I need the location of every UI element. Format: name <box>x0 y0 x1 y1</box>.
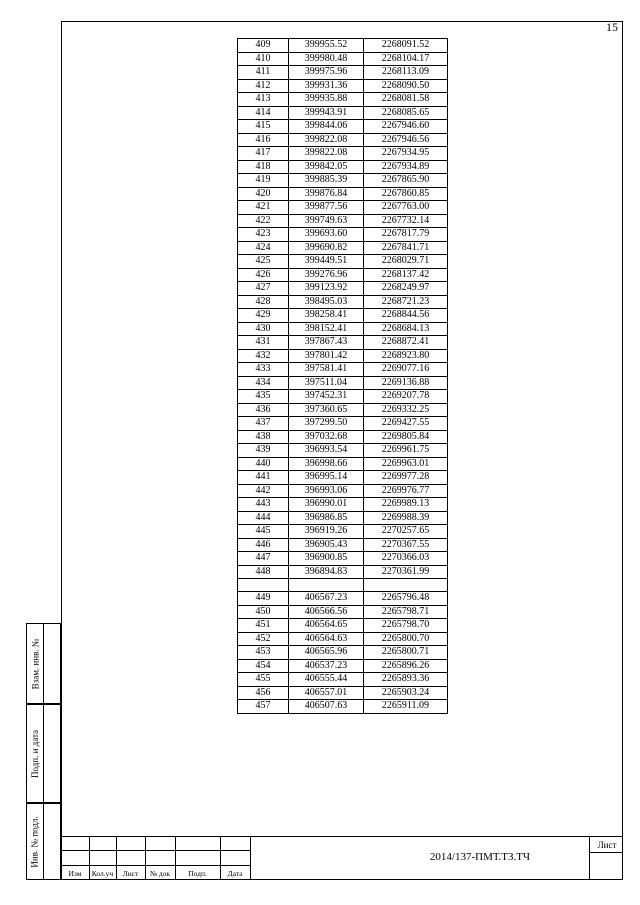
cell-coord-y: 2268844.56 <box>364 309 448 323</box>
table-row <box>238 552 448 566</box>
cell-point-number: 437 <box>238 417 289 431</box>
cell-coord-y: 2265798.70 <box>364 619 448 633</box>
table-row <box>238 241 448 255</box>
cell-coord-y: 2268029.71 <box>364 255 448 269</box>
cell-coord-x: 397299.50 <box>289 417 364 431</box>
table-row <box>238 511 448 525</box>
col-label-no-dok: № док <box>149 869 171 878</box>
cell-point-number: 422 <box>238 214 289 228</box>
side-stamp-podp-data <box>26 704 44 803</box>
cell-point-number: 448 <box>238 565 289 579</box>
cell-point-number: 420 <box>238 187 289 201</box>
cell-point-number: 453 <box>238 646 289 660</box>
cell-coord-x: 396993.06 <box>289 484 364 498</box>
cell-coord-x: 396919.26 <box>289 525 364 539</box>
table-row <box>238 160 448 174</box>
cell-point-number: 452 <box>238 632 289 646</box>
cell-coord-y: 2267865.90 <box>364 174 448 188</box>
cell-coord-x: 399842.05 <box>289 160 364 174</box>
side-stamp-vzam <box>26 623 44 704</box>
cell-coord-x: 406537.23 <box>289 659 364 673</box>
side-label-vzam: Взам. инв. № <box>30 638 40 689</box>
cell-point-number: 428 <box>238 295 289 309</box>
table-row <box>238 255 448 269</box>
cell-coord-x: 399980.48 <box>289 52 364 66</box>
table-row <box>238 484 448 498</box>
cell-coord-x: 399885.39 <box>289 174 364 188</box>
cell-point-number: 424 <box>238 241 289 255</box>
table-row <box>238 52 448 66</box>
cell-coord-y: 2268923.80 <box>364 349 448 363</box>
table-row <box>238 174 448 188</box>
cell-point-number: 411 <box>238 66 289 80</box>
table-row <box>238 538 448 552</box>
cell-coord-y: 2268081.58 <box>364 93 448 107</box>
table-row <box>238 349 448 363</box>
cell-coord-x: 406555.44 <box>289 673 364 687</box>
cell-coord-x: 406564.65 <box>289 619 364 633</box>
cell-coord-y: 2265911.09 <box>364 700 448 714</box>
side-box-podp-data <box>44 704 61 803</box>
cell-coord-y: 2268872.41 <box>364 336 448 350</box>
table-row <box>238 322 448 336</box>
cell-coord-y: 2265903.24 <box>364 686 448 700</box>
cell-point-number: 434 <box>238 376 289 390</box>
cell-coord-y: 2267934.89 <box>364 160 448 174</box>
cell-coord-y: 2267841.71 <box>364 241 448 255</box>
table-row <box>238 444 448 458</box>
cell-coord-x: 397360.65 <box>289 403 364 417</box>
cell-point-number: 432 <box>238 349 289 363</box>
cell-point-number: 425 <box>238 255 289 269</box>
cell-coord-y: 2268249.97 <box>364 282 448 296</box>
cell-coord-y: 2265798.71 <box>364 605 448 619</box>
cell-coord-x: 396905.43 <box>289 538 364 552</box>
cell-coord-y: 2269961.75 <box>364 444 448 458</box>
cell-point-number: 456 <box>238 686 289 700</box>
cell-coord-x: 406557.01 <box>289 686 364 700</box>
cell-point-number: 455 <box>238 673 289 687</box>
cell-coord-y: 2267946.56 <box>364 133 448 147</box>
cell-coord-x: 406565.96 <box>289 646 364 660</box>
cell-point-number: 443 <box>238 498 289 512</box>
cell-point-number: 454 <box>238 659 289 673</box>
cell-coord-y: 2267934.95 <box>364 147 448 161</box>
cell-point-number: 441 <box>238 471 289 485</box>
table-row <box>238 268 448 282</box>
table-row <box>238 336 448 350</box>
cell-coord-x: 397452.31 <box>289 390 364 404</box>
cell-coord-x: 396995.14 <box>289 471 364 485</box>
cell-coord-x <box>289 579 364 592</box>
cell-point-number <box>238 579 289 592</box>
cell-point-number: 409 <box>238 39 289 53</box>
table-row <box>238 632 448 646</box>
cell-coord-x: 406564.63 <box>289 632 364 646</box>
cell-coord-x: 399844.06 <box>289 120 364 134</box>
cell-point-number: 447 <box>238 552 289 566</box>
cell-coord-y: 2269136.88 <box>364 376 448 390</box>
side-box-inv-podl <box>44 803 61 880</box>
cell-coord-y: 2270366.03 <box>364 552 448 566</box>
table-row <box>238 457 448 471</box>
table-row <box>238 700 448 714</box>
cell-coord-y: 2268104.17 <box>364 52 448 66</box>
table-row <box>238 605 448 619</box>
cell-coord-x: 396998.66 <box>289 457 364 471</box>
cell-coord-y: 2269077.16 <box>364 363 448 377</box>
cell-point-number: 451 <box>238 619 289 633</box>
table-row <box>238 363 448 377</box>
cell-coord-x: 399123.92 <box>289 282 364 296</box>
cell-point-number: 450 <box>238 605 289 619</box>
cell-coord-x: 396993.54 <box>289 444 364 458</box>
page-number: 15 <box>606 20 618 34</box>
cell-coord-x: 397581.41 <box>289 363 364 377</box>
cell-point-number: 438 <box>238 430 289 444</box>
cell-coord-x: 397511.04 <box>289 376 364 390</box>
cell-coord-x: 396986.85 <box>289 511 364 525</box>
cell-coord-y: 2270367.55 <box>364 538 448 552</box>
cell-coord-y: 2268091.52 <box>364 39 448 53</box>
cell-coord-y: 2267817.79 <box>364 228 448 242</box>
table-row <box>238 498 448 512</box>
col-label-kol-uch: Кол.уч <box>91 869 114 878</box>
cell-coord-y: 2267946.60 <box>364 120 448 134</box>
cell-coord-x: 397032.68 <box>289 430 364 444</box>
table-row <box>238 39 448 53</box>
cell-point-number: 449 <box>238 592 289 606</box>
table-row <box>238 120 448 134</box>
table-row <box>238 471 448 485</box>
col-label-izm: Изм <box>68 869 82 878</box>
cell-coord-y: 2269976.77 <box>364 484 448 498</box>
table-row <box>238 565 448 579</box>
cell-coord-y: 2270257.65 <box>364 525 448 539</box>
cell-coord-x: 399877.56 <box>289 201 364 215</box>
title-block <box>61 836 623 880</box>
cell-coord-y: 2269963.01 <box>364 457 448 471</box>
cell-coord-y: 2269207.78 <box>364 390 448 404</box>
table-row <box>238 106 448 120</box>
table-row <box>238 228 448 242</box>
col-label-list: Лист <box>122 869 139 878</box>
cell-coord-y: 2269427.55 <box>364 417 448 431</box>
cell-coord-y: 2269805.84 <box>364 430 448 444</box>
cell-coord-x: 399690.82 <box>289 241 364 255</box>
cell-point-number: 426 <box>238 268 289 282</box>
cell-coord-y: 2268113.09 <box>364 66 448 80</box>
cell-coord-x: 398495.03 <box>289 295 364 309</box>
cell-coord-y: 2265893.36 <box>364 673 448 687</box>
side-label-podp-data: Подп. и дата <box>30 729 40 778</box>
cell-coord-x: 399276.96 <box>289 268 364 282</box>
coordinates-table <box>237 38 448 714</box>
cell-coord-y <box>364 579 448 592</box>
cell-coord-y: 2268090.50 <box>364 79 448 93</box>
cell-point-number: 430 <box>238 322 289 336</box>
cell-coord-y: 2268137.42 <box>364 268 448 282</box>
table-row <box>238 147 448 161</box>
table-row <box>238 187 448 201</box>
cell-point-number: 423 <box>238 228 289 242</box>
cell-point-number: 439 <box>238 444 289 458</box>
cell-point-number: 442 <box>238 484 289 498</box>
cell-coord-y: 2269989.13 <box>364 498 448 512</box>
cell-coord-y: 2265800.70 <box>364 632 448 646</box>
cell-coord-x: 399935.88 <box>289 93 364 107</box>
table-row <box>238 93 448 107</box>
cell-coord-x: 399449.51 <box>289 255 364 269</box>
cell-coord-x: 399822.08 <box>289 147 364 161</box>
table-row <box>238 133 448 147</box>
cell-coord-x: 399876.84 <box>289 187 364 201</box>
cell-point-number: 410 <box>238 52 289 66</box>
cell-coord-y: 2268684.13 <box>364 322 448 336</box>
sheet-label: Лист <box>597 840 617 850</box>
cell-point-number: 433 <box>238 363 289 377</box>
table-row <box>238 659 448 673</box>
cell-coord-x: 397801.42 <box>289 349 364 363</box>
cell-coord-x: 406567.23 <box>289 592 364 606</box>
table-row <box>238 646 448 660</box>
cell-coord-y: 2269977.28 <box>364 471 448 485</box>
cell-coord-x: 399931.36 <box>289 79 364 93</box>
cell-point-number: 414 <box>238 106 289 120</box>
cell-point-number: 440 <box>238 457 289 471</box>
table-row <box>238 66 448 80</box>
table-row <box>238 430 448 444</box>
cell-point-number: 431 <box>238 336 289 350</box>
table-row <box>238 686 448 700</box>
cell-coord-y: 2267732.14 <box>364 214 448 228</box>
cell-point-number: 419 <box>238 174 289 188</box>
cell-coord-y: 2270361.99 <box>364 565 448 579</box>
side-label-inv-podl: Инв. № подл. <box>30 815 40 868</box>
cell-coord-x: 399822.08 <box>289 133 364 147</box>
cell-point-number: 444 <box>238 511 289 525</box>
cell-point-number: 429 <box>238 309 289 323</box>
table-row <box>238 403 448 417</box>
cell-point-number: 436 <box>238 403 289 417</box>
cell-coord-y: 2268085.65 <box>364 106 448 120</box>
cell-coord-x: 399693.60 <box>289 228 364 242</box>
cell-coord-x: 396990.01 <box>289 498 364 512</box>
cell-point-number: 446 <box>238 538 289 552</box>
cell-coord-x: 399955.52 <box>289 39 364 53</box>
cell-coord-y: 2269332.25 <box>364 403 448 417</box>
cell-coord-x: 398152.41 <box>289 322 364 336</box>
cell-coord-x: 406507.63 <box>289 700 364 714</box>
cell-point-number: 418 <box>238 160 289 174</box>
cell-coord-y: 2269988.39 <box>364 511 448 525</box>
cell-point-number: 445 <box>238 525 289 539</box>
table-row <box>238 295 448 309</box>
table-row <box>238 619 448 633</box>
table-row <box>238 673 448 687</box>
cell-coord-x: 406566.56 <box>289 605 364 619</box>
col-label-data: Дата <box>227 869 243 878</box>
table-row <box>238 592 448 606</box>
cell-point-number: 421 <box>238 201 289 215</box>
cell-point-number: 457 <box>238 700 289 714</box>
table-row <box>238 376 448 390</box>
table-row <box>238 309 448 323</box>
side-box-vzam <box>44 623 61 704</box>
cell-coord-x: 396900.85 <box>289 552 364 566</box>
cell-coord-y: 2265896.26 <box>364 659 448 673</box>
table-row <box>238 79 448 93</box>
table-row <box>238 390 448 404</box>
cell-point-number: 427 <box>238 282 289 296</box>
cell-coord-x: 399943.91 <box>289 106 364 120</box>
cell-point-number: 435 <box>238 390 289 404</box>
cell-coord-x: 398258.41 <box>289 309 364 323</box>
table-row <box>238 214 448 228</box>
cell-coord-x: 399749.63 <box>289 214 364 228</box>
cell-coord-x: 397867.43 <box>289 336 364 350</box>
cell-coord-y: 2267763.00 <box>364 201 448 215</box>
cell-coord-y: 2267860.85 <box>364 187 448 201</box>
cell-point-number: 417 <box>238 147 289 161</box>
cell-coord-x: 399975.96 <box>289 66 364 80</box>
side-stamp-inv-podl <box>26 803 44 880</box>
cell-point-number: 416 <box>238 133 289 147</box>
col-label-podp: Подп. <box>188 869 207 878</box>
cell-coord-x: 396894.83 <box>289 565 364 579</box>
document-code: 2014/137-ПМТ.ТЗ.ТЧ <box>429 851 531 863</box>
cell-point-number: 412 <box>238 79 289 93</box>
table-row <box>238 282 448 296</box>
table-row <box>238 525 448 539</box>
table-row <box>238 417 448 431</box>
cell-point-number: 413 <box>238 93 289 107</box>
table-row-blank <box>238 579 448 592</box>
cell-coord-y: 2268721.23 <box>364 295 448 309</box>
table-row <box>238 201 448 215</box>
cell-point-number: 415 <box>238 120 289 134</box>
cell-coord-y: 2265800.71 <box>364 646 448 660</box>
cell-coord-y: 2265796.48 <box>364 592 448 606</box>
